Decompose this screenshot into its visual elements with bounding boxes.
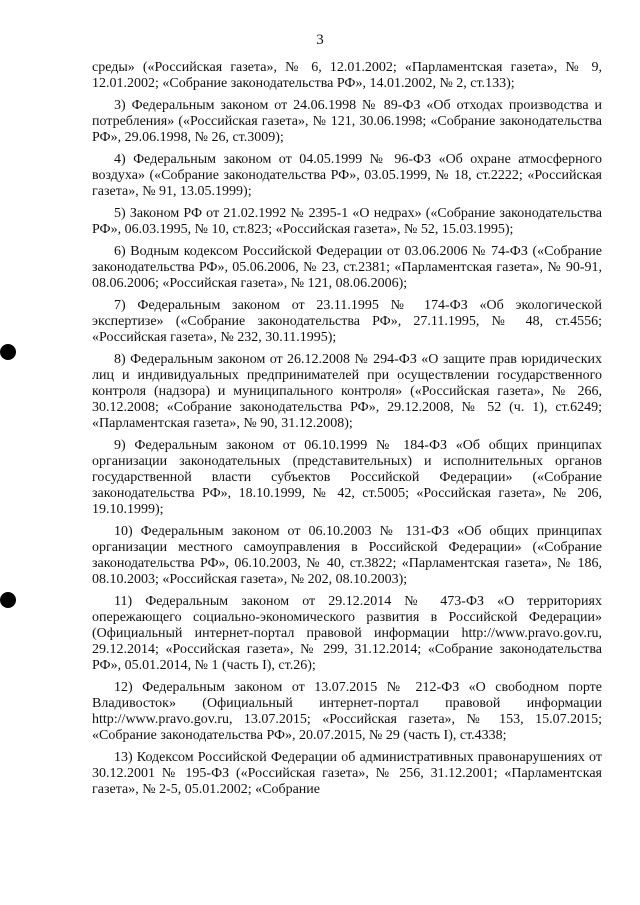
list-item-10: 10) Федеральным законом от 06.10.2003 № 131-ФЗ «Об общих принципах организации местного самоуправления в Российской Федерации» («Собрание законодательства РФ», 06.10.2003, № 40, ст.3822; «Парламентская газета», № 186, 08.10.2003; «Российская газета», № 202, 08.10.2003); (92, 524, 602, 587)
list-item-6: 6) Водным кодексом Российской Федерации от 03.06.2006 № 74-ФЗ («Собрание законодательства РФ», 05.06.2006, № 23, ст.2381; «Парламентская газета», № 90-91, 08.06.2006; «Российская газета», № 121, 08.06.2006); (92, 244, 602, 291)
list-item-9: 9) Федеральным законом от 06.10.1999 № 184-ФЗ «Об общих принципах организации законодательных (представительных) и исполнительных органов государственной власти субъектов Российской Федерации» («Собрание законодательства РФ», 18.10.1999, № 42, ст.5005; «Российская газета», № 206, 19.10.1999); (92, 438, 602, 517)
list-item-3: 3) Федеральным законом от 24.06.1998 № 89-ФЗ «Об отходах производства и потребления» («Российская газета», № 121, 30.06.1998; «Собрание законодательства РФ», 29.06.1998, № 26, ст.3009); (92, 98, 602, 145)
list-item-8: 8) Федеральным законом от 26.12.2008 № 294-ФЗ «О защите прав юридических лиц и индивидуальных предпринимателей при осуществлении государственного контроля (надзора) и муниципального контроля» («Российская газета», № 266, 30.12.2008; «Собрание законодательства РФ», 29.12.2008, № 52 (ч. 1), ст.6249; «Парламентская газета», № 90, 31.12.2008); (92, 352, 602, 431)
list-item-7: 7) Федеральным законом от 23.11.1995 № 174-ФЗ «Об экологической экспертизе» («Собрание законодательства РФ», 27.11.1995, № 48, ст.4556; «Российская газета», № 232, 30.11.1995); (92, 298, 602, 345)
paragraph-continuation: среды» («Российская газета», № 6, 12.01.2002; «Парламентская газета», № 9, 12.01.2002; «Собрание законодательства РФ», 14.01.2002, № 2, ст.133); (92, 60, 602, 91)
list-item-4: 4) Федеральным законом от 04.05.1999 № 96-ФЗ «Об охране атмосферного воздуха» («Собрание законодательства РФ», 03.05.1999, № 18, ст.2222; «Российская газета», № 91, 13.05.1999); (92, 152, 602, 199)
document-body (92, 60, 602, 804)
page-number: 3 (316, 32, 324, 48)
list-item-5: 5) Законом РФ от 21.02.1992 № 2395-1 «О недрах» («Собрание законодательства РФ», 06.03.1995, № 10, ст.823; «Российская газета», № 52, 15.03.1995); (92, 206, 602, 237)
list-item-12: 12) Федеральным законом от 13.07.2015 № 212-ФЗ «О свободном порте Владивосток» (Официальный интернет-портал правовой информации http://www.pravo.gov.ru, 13.07.2015; «Российская газета», № 153, 15.07.2015; «Собрание законодательства РФ», 20.07.2015, № 29 (часть I), ст.4338; (92, 680, 602, 743)
list-item-11: 11) Федеральным законом от 29.12.2014 № 473-ФЗ «О территориях опережающего социально-экономического развития в Российской Федерации» (Официальный интернет-портал правовой информации http://www.pravo.gov.ru, 29.12.2014; «Российская газета», № 299, 31.12.2014; «Собрание законодательства РФ», 05.01.2014, № 1 (часть I), ст.26); (92, 594, 602, 673)
punch-hole-mark-bottom (0, 592, 16, 608)
punch-hole-mark-top (0, 344, 16, 360)
list-item-13: 13) Кодексом Российской Федерации об административных правонарушениях от 30.12.2001 № 195-ФЗ («Российская газета», № 256, 31.12.2001; «Парламентская газета», № 2-5, 05.01.2002; «Собрание (92, 750, 602, 797)
